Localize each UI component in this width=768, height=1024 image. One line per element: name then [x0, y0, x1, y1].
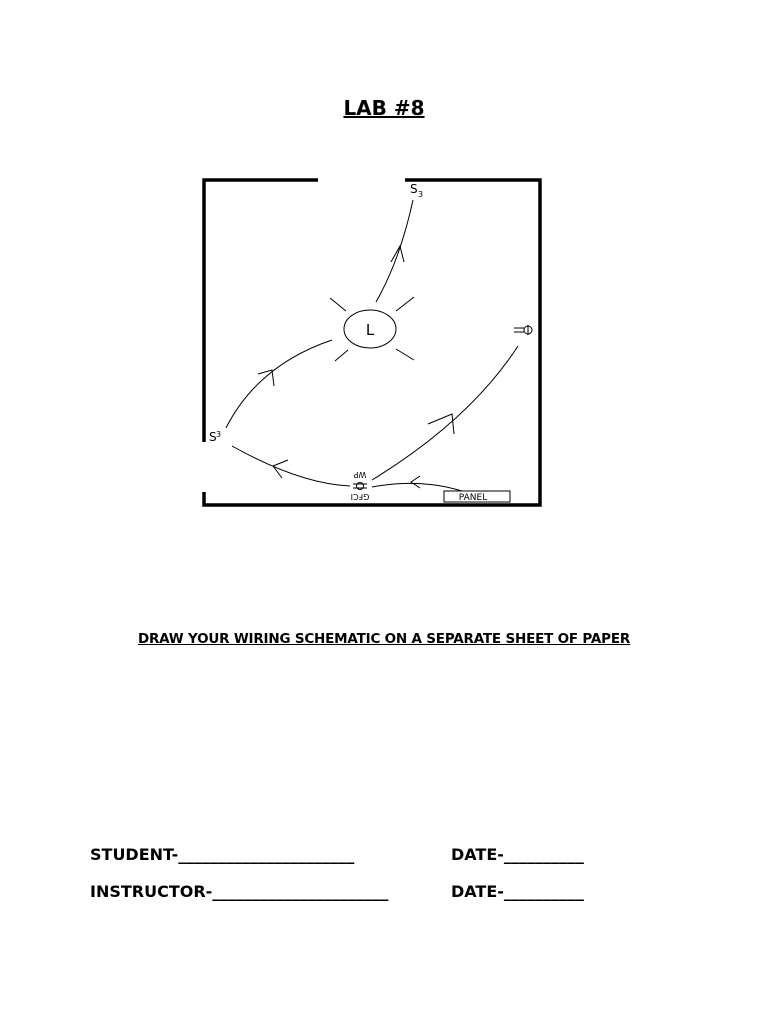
instructor-signature-row [90, 882, 584, 901]
wire-left-switch-to-light [226, 340, 332, 428]
light-fixture-icon [330, 297, 414, 361]
panel-icon [444, 491, 510, 503]
student-signature-row [90, 845, 584, 864]
lab-title: LAB #8 [343, 96, 425, 120]
student-date-line: DATE-__________ [451, 845, 584, 864]
light-label: L [365, 321, 375, 339]
wire-panel-to-gfci [372, 483, 462, 491]
instructor-line: INSTRUCTOR-______________________ [90, 882, 389, 901]
switch-left-icon [209, 430, 221, 444]
switch-top-label: S [410, 182, 418, 196]
arrow-panel-gfci [411, 476, 420, 488]
wire-light-to-top-switch [376, 200, 413, 302]
gfci-label: GFCI [350, 492, 370, 501]
switch-top-icon [410, 182, 423, 199]
wp-label: WP [353, 470, 367, 479]
instruction-text: DRAW YOUR WIRING SCHEMATIC ON A SEPARATE SHEET OF PAPER [137, 631, 631, 647]
floor-plan-diagram [190, 168, 560, 518]
switch-left-label: S [209, 430, 217, 444]
wire-gfci-to-receptacle [372, 346, 518, 480]
panel-label: PANEL [458, 493, 488, 503]
gfci-receptacle-icon [351, 470, 370, 501]
instructor-date-line: DATE-__________ [451, 882, 584, 901]
student-line: STUDENT-______________________ [90, 845, 355, 864]
wire-gfci-to-left-switch [232, 446, 350, 486]
receptacle-icon [514, 325, 532, 335]
switch-left-subscript: 3 [216, 430, 222, 439]
switch-top-subscript: 3 [418, 190, 424, 199]
